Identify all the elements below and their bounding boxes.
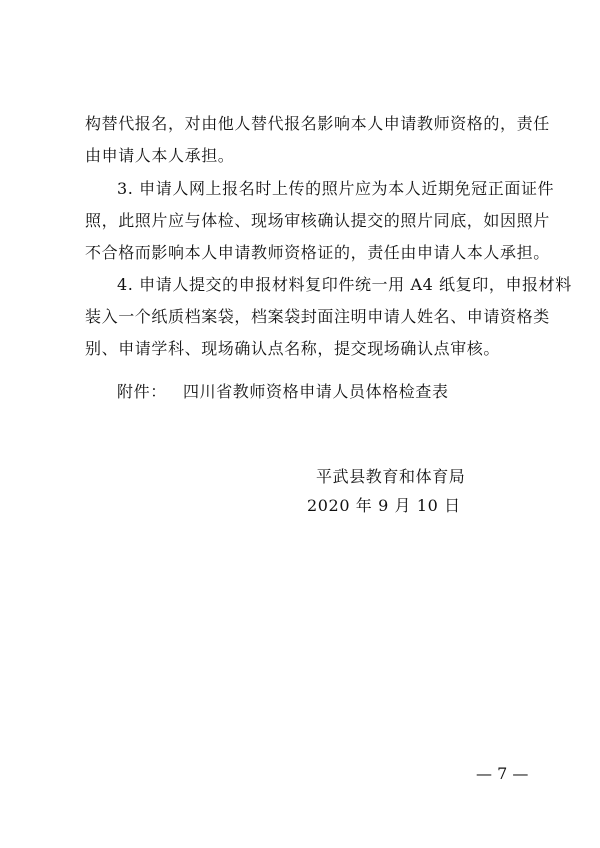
paragraph-3-line-2: 装入一个纸质档案袋，档案袋封面注明申请人姓名、申请资格类 (85, 307, 550, 326)
signing-organization: 平武县教育和体育局 (316, 467, 466, 486)
attachment-label: 附件： (117, 382, 167, 401)
paragraph-1-line-1: 构替代报名，对由他人替代报名影响本人申请教师资格的，责任 (85, 114, 550, 133)
paragraph-2-line-3: 不合格而影响本人申请教师资格证的，责任由申请人本人承担。 (85, 243, 550, 262)
attachment-title: 四川省教师资格申请人员体格检查表 (183, 382, 449, 401)
paragraph-3-line-3: 别、申请学科、现场确认点名称，提交现场确认点审核。 (85, 339, 501, 358)
page-number: — 7 — (476, 764, 529, 783)
signing-date: 2020 年 9 月 10 日 (307, 496, 461, 515)
paragraph-2-line-2: 照，此照片应与体检、现场审核确认提交的照片同底，如因照片 (85, 211, 550, 230)
paragraph-3-line-1: 4. 申请人提交的申报材料复印件统一用 A4 纸复印，申报材料 (117, 275, 572, 294)
paragraph-1-line-2: 由申请人本人承担。 (85, 146, 235, 165)
paragraph-2-line-1: 3. 申请人网上报名时上传的照片应为本人近期免冠正面证件 (117, 179, 555, 198)
